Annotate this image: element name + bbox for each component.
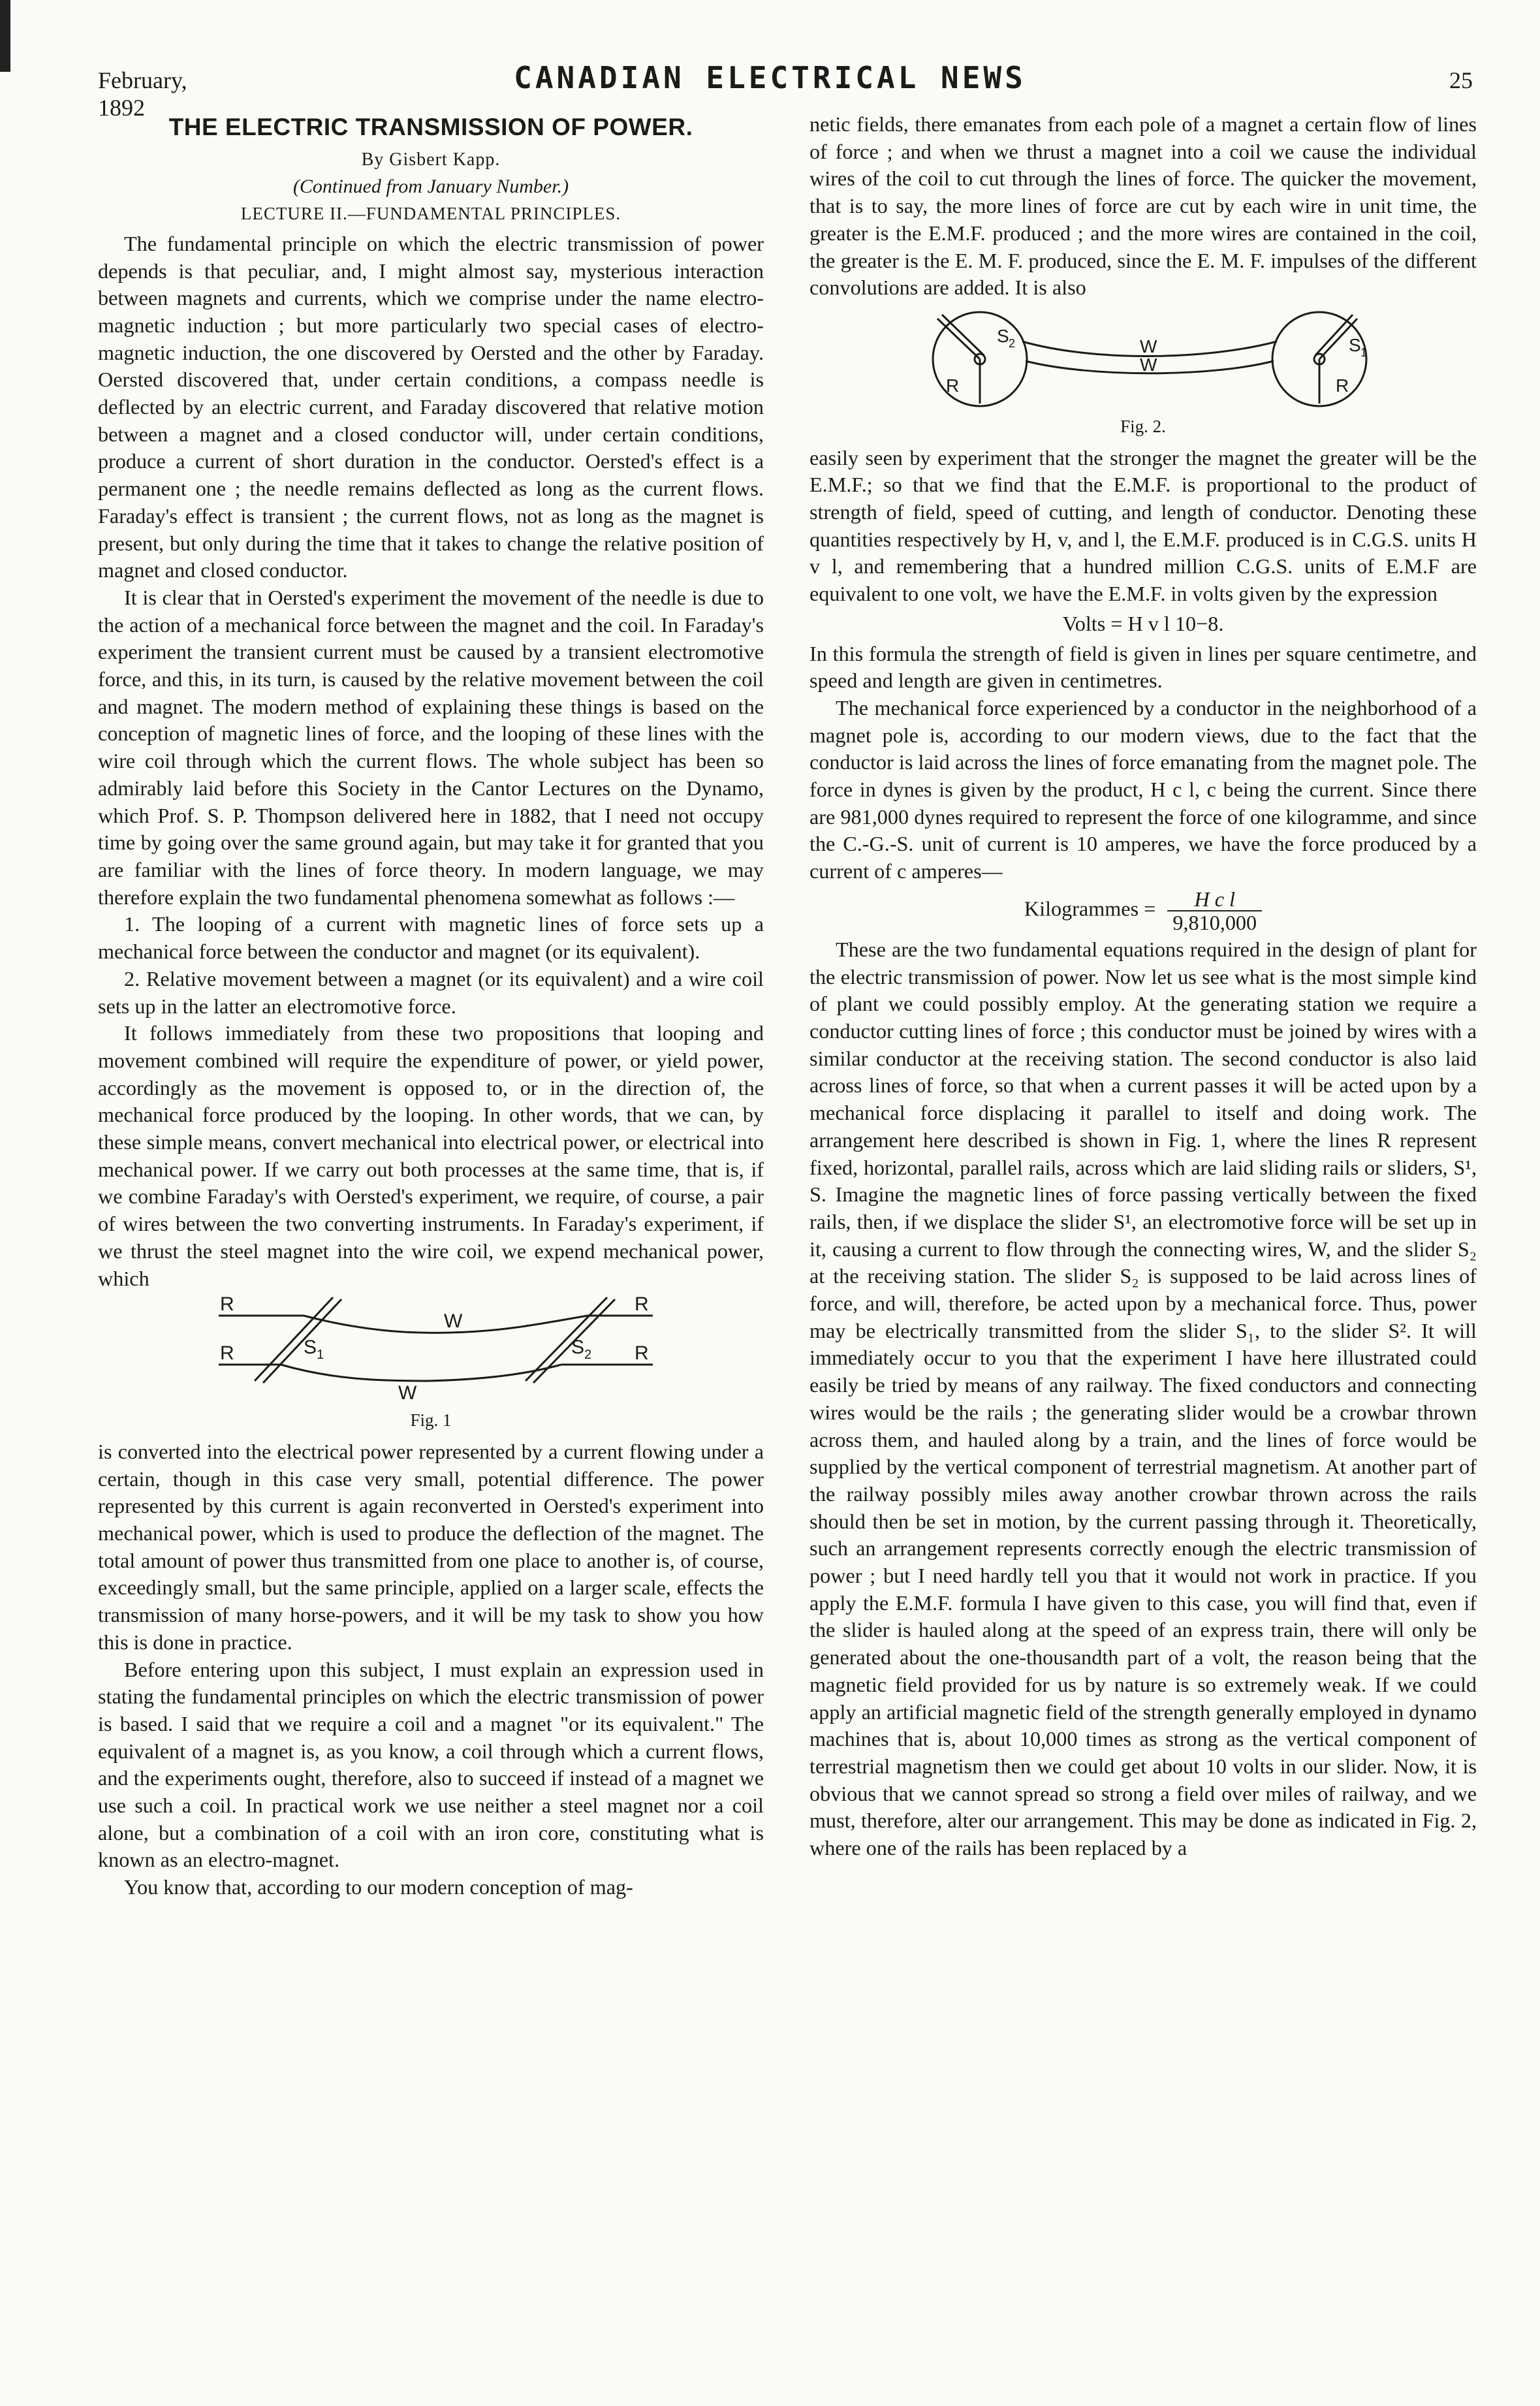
force-formula bbox=[809, 888, 1477, 934]
label-w-lower: W bbox=[1140, 354, 1157, 375]
paragraph: Before entering upon this subject, I must explain an expression used in stating the fundamental principles on which the electric transmission of power is based. I said that we require a coil and a magnet "or its equivalent." The equivalent of a magnet is, as you know, a coil through which a current flows, and the experiments ought, therefore, also to succeed if instead of a magnet we use such a coil. In practical work we use neither a steel magnet nor a coil alone, but a combination of a coil with an iron core, constituting what is known as an electro-magnet. bbox=[98, 1657, 764, 1872]
force-formula-denominator: 9,810,000 bbox=[1172, 910, 1257, 934]
label-s2: S bbox=[997, 325, 1009, 346]
brush-right-inner bbox=[1315, 315, 1353, 355]
figure-2-caption: Fig. 2. bbox=[1120, 416, 1166, 436]
label-s1: S bbox=[1349, 334, 1361, 355]
paragraph: is converted into the electrical power represented by a current flowing under a certain, though in this case very small, potential difference. The power represented by this current is again reconverted in Oersted's experiment into mechanical power, which is used to produce the deflection of the magnet. The total amount of power thus transmitted from one place to another is, of course, exceedingly small, but the same principle, applied on a larger scale, effects the transmission of many horse-powers, and it will be my task to show you how this is done in practice. bbox=[98, 1439, 764, 1654]
label-r-left: R bbox=[946, 375, 960, 396]
label-s2-subscript: 2 bbox=[584, 1348, 592, 1363]
continuation-note: (Continued from January Number.) bbox=[292, 176, 569, 198]
label-s1-subscript: 1 bbox=[1360, 345, 1368, 359]
article-title: THE ELECTRIC TRANSMISSION OF POWER. bbox=[168, 114, 693, 140]
label-r-top-left: R bbox=[220, 1296, 234, 1316]
figure-1 bbox=[98, 1296, 764, 1434]
label-r-top-right: R bbox=[635, 1296, 649, 1316]
disc-dynamo-diagram bbox=[869, 306, 1417, 413]
label-s2-subscript: 2 bbox=[1009, 336, 1016, 350]
force-formula-fraction bbox=[1167, 888, 1262, 934]
label-s1-subscript: 1 bbox=[317, 1348, 324, 1363]
brush-left-inner bbox=[942, 315, 984, 355]
numbered-proposition: 2. Relative movement between a magnet (or its equivalent) and a wire coil sets up in the latter an electromotive force. bbox=[98, 966, 764, 1018]
wire-bottom bbox=[281, 1365, 561, 1381]
publication-title: CANADIAN ELECTRICAL NEWS bbox=[514, 60, 1026, 95]
paragraph: In this formula the strength of field is given in lines per square centimetre, and speed and length are given in centimetres. bbox=[809, 641, 1477, 693]
issue-date: February, 1892 bbox=[98, 67, 187, 121]
rails-sliders-diagram bbox=[170, 1296, 692, 1407]
paragraph: These are the two fundamental equations required in the design of plant for the electric transmission of power. Now let us see what is the most simple kind of plant we could possibly employ. At the generating station we require a conductor cutting lines of force ; this conductor must be joined by wires with a similar conductor at the receiving station. The second conductor is also laid across lines of force, so that when a current passes it will be acted upon by a mechanical force displacing it parallel to itself and doing work. The arrangement here described is shown in Fig. 1, where the lines R represent fixed, horizontal, parallel rails, across which are laid sliding rails or sliders, S¹, S. Imagine the magnetic lines of force passing vertically between the fixed rails, then, if we displace the slider S¹, an electromotive force will be set up in it, causing a current to flow through the connecting wires, W, and the slider S₂ at the receiving station. The slider S₂ is supposed to be laid across lines of force, and will, therefore, be acted upon by a mechanical force. Thus, power may be electrically transmitted from the slider S₁, to the slider S². It will immediately occur to you that the experiment I have here illustrated could easily be tried by means of any railway. The fixed conductors and connecting wires would be the rails ; the generating slider would be a crowbar thrown across them, and hauled along by a train, and the lines of force would be supplied by the vertical component of terrestrial magnetism. At another part of the railway possibly miles away another crowbar thrown across the rails should then be set in motion, by the current passing through it. Theoretically, such an arrangement represents correctly enough the electric transmission of power ; but I need hardly tell you that it would not work in practice. If you apply the E.M.F. formula I have given to this case, you will find that, even if the slider is hauled along at the speed of an express train, there will only be generated about the one-thousandth part of a volt, the reason being that the magnetic field provided for us by nature is so extremely weak. If we could apply an artificial magnetic field of the strength generally employed in dynamo machines that is, about 10,000 times as strong as the vertical component of terrestrial magnetism then we could get about 10 volts in our slider. Now, it is obvious that we cannot spread so strong a field over miles of railway, and we must, therefore, alter our arrangement. This may be done as indicated in Fig. 2, where one of the rails has been replaced by a bbox=[809, 937, 1477, 1860]
figure-2 bbox=[809, 306, 1477, 441]
force-formula-lhs: Kilogrammes = bbox=[1024, 896, 1156, 921]
label-r-bottom-left: R bbox=[220, 1342, 234, 1365]
label-w-upper: W bbox=[1140, 336, 1157, 356]
numbered-proposition: 1. The looping of a current with magnetic lines of force sets up a mechanical force between the conductor and magnet (or its equivalent). bbox=[98, 912, 764, 964]
paragraph: It follows immediately from these two propositions that looping and movement combined will require the expenditure of power, or yield power, accordingly as the movement is opposed to, or in the direction of, the mechanical force produced by the looping. In other words, that we can, by these simple means, convert mechanical into electrical power, or electrical into mechanical power. If we carry out both processes at the same time, that is, if we combine Faraday's with Oersted's experiment, we require, of course, a pair of wires between the two converting instruments. In Faraday's experiment, if we thrust the steel magnet into the wire coil, we expend mechanical power, which bbox=[98, 1021, 764, 1290]
force-formula-numerator: H c l bbox=[1167, 888, 1262, 911]
label-s2: S bbox=[571, 1337, 585, 1359]
label-r-bottom-right: R bbox=[635, 1342, 649, 1365]
paragraph: easily seen by experiment that the stronger the magnet the greater will be the E.M.F.; so that we find that the E.M.F. is proportional to the product of strength of field, speed of cutting, and length of conductor. Denoting these quantities respectively by H, v, and l, the E.M.F. produced is in C.G.S. units H v l, and remembering that a hundred million C.G.S. units of E.M.F are equivalent to one volt, we have the E.M.F. in volts given by the expression bbox=[809, 445, 1477, 606]
paragraph: You know that, according to our modern conception of mag- bbox=[124, 1875, 633, 1899]
emf-formula: Volts = H v l 10−8. bbox=[1062, 611, 1224, 635]
brush-left bbox=[937, 319, 980, 359]
left-column bbox=[98, 111, 764, 1901]
paragraph: The mechanical force experienced by a conductor in the neighborhood of a magnet pole is, according to our modern views, due to the fact that the conductor is laid across the lines of force emanating from the magnet pole. The force in dynes is given by the product, H c l, c being the current. Since there are 981,000 dynes required to represent the force of one kilogramme, and since the C.-G.-S. unit of current is 10 amperes, we have the force produced by a current of c amperes— bbox=[809, 695, 1477, 883]
label-w-bottom: W bbox=[398, 1382, 417, 1404]
slider-s2 bbox=[526, 1297, 607, 1381]
label-w-top: W bbox=[444, 1310, 463, 1333]
right-column bbox=[809, 111, 1477, 1862]
paragraph: The fundamental principle on which the electric transmission of power depends is that peculiar, and, I might almost say, mysterious interaction between magnets and currents, which we comprise under the name electro-magnetic induction ; but more particularly two special cases of electro-magnetic induction, the one discovered by Oersted and the other by Faraday. Oersted discovered that, under certain conditions, a compass needle is deflected by an electric current, and Faraday discovered that relative motion between a magnet and a closed conductor will, under certain conditions, produce a current of short duration in the conductor. Oersted's effect is a permanent one ; the needle remains deflected as long as the current flows. Faraday's effect is transient ; the current flows, not as long as the magnet is present, but only during the time that it takes to change the relative position of magnet and closed conductor. bbox=[98, 231, 764, 582]
paragraph: It is clear that in Oersted's experiment the movement of the needle is due to the action of a mechanical force between the magnet and the coil. In Faraday's experiment the transient current must be caused by a transient electromotive force, and this, in its turn, is caused by the relative movement between the coil and magnet. The modern method of explaining these things is based on the conception of magnetic lines of force, and the looping of these lines with the wire coil through which the current flows. The whole subject has been so admirably laid before this Society in the Cantor Lectures on the Dynamo, which Prof. S. P. Thompson delivered here in 1882, that I need not occupy time by going over the same ground again, but may take it for granted that you are familiar with the lines of force theory. In modern language, we may therefore explain the two fundamental phenomena somewhat as follows :— bbox=[98, 585, 764, 909]
paragraph: netic fields, there emanates from each pole of a magnet a certain flow of lines of force ; and when we thrust a magnet into a coil we cause the individual wires of the coil to cut through the lines of force. The quicker the movement, that is to say, the more lines of force are cut by each wire in unit time, the greater is the E.M.F. produced ; and the more wires are contained in the coil, the greater is the E. M. F. produced, since the E. M. F. impulses of the different convolutions are added. It is also bbox=[809, 112, 1477, 300]
label-r-right: R bbox=[1336, 375, 1349, 396]
lecture-heading: LECTURE II.—FUNDAMENTAL PRINCIPLES. bbox=[240, 204, 621, 224]
figure-1-caption: Fig. 1 bbox=[410, 1410, 452, 1431]
page-number: 25 bbox=[1449, 67, 1473, 93]
byline: By Gisbert Kapp. bbox=[361, 149, 501, 170]
label-s1: S bbox=[304, 1337, 317, 1359]
